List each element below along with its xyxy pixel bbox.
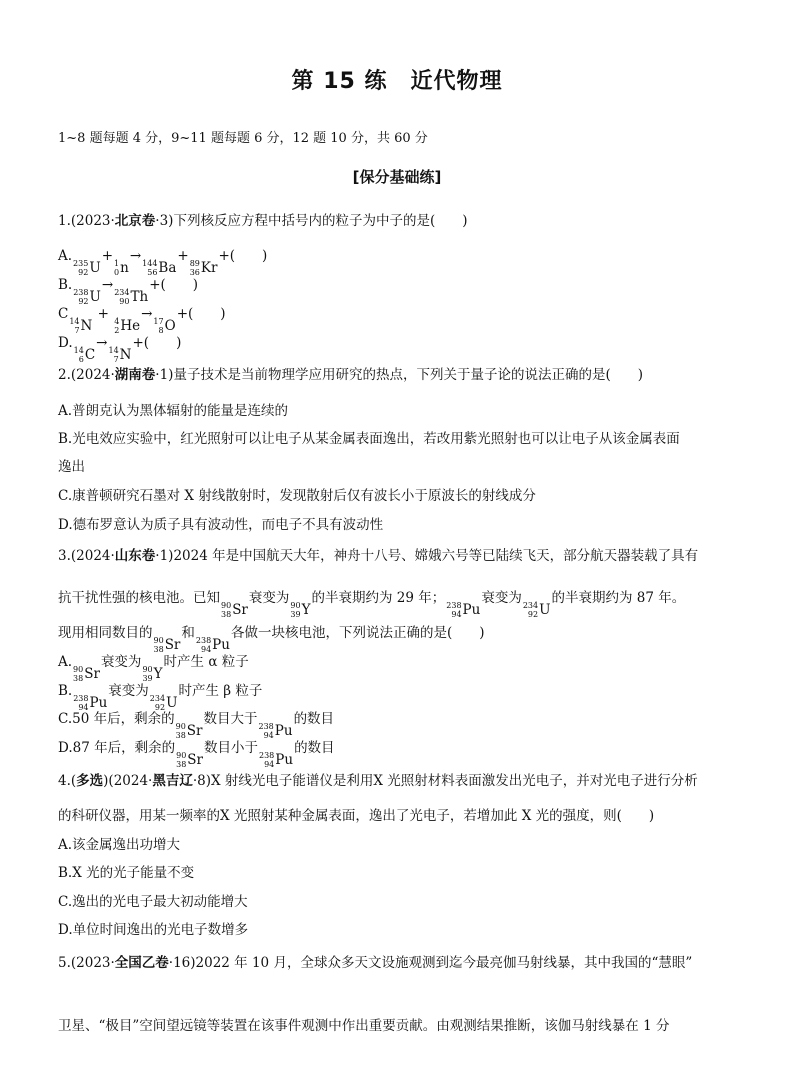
q3-stem-line3: 现用相同数目的 90 38 Sr 和 238 94 Pu 各做一块核电池，下列说法正确的是( ) xyxy=(58,625,485,654)
q4-source: 黑吉辽 xyxy=(152,773,193,789)
q4-tag: 多选 xyxy=(76,773,104,789)
q2-option-c: C.康普顿研究石墨对 X 射线散射时，发现散射后仅有波长小于原波长的射线成分 xyxy=(58,488,536,504)
scoring-note: 1~8 题每题 4 分，9~11 题每题 6 分，12 题 10 分，共 60 分 xyxy=(58,131,428,146)
q5-source: 全国乙卷 xyxy=(114,955,169,971)
q3-option-d: D.87 年后，剩余的 90 38 Sr 数目小于 238 94 Pu 的数目 xyxy=(58,740,335,769)
q4-stem-line2: 的科研仪器，用某一频率的X 光照射某种金属表面，逸出了光电子，若增加此 X 光的强度，则( ) xyxy=(58,808,655,824)
q2-source: 湖南卷 xyxy=(114,367,156,383)
q4-option-d: D.单位时间逸出的光电子数增多 xyxy=(58,922,249,938)
section-heading: [保分基础练] xyxy=(352,168,442,186)
q3-option-b: B. 238 94 Pu 衰变为 234 92 U 时产生 β 粒子 xyxy=(58,683,263,712)
q3-stem: 3.(2024·山东卷·1)2024 年是中国航天大年，神舟十八号、嫦娥六号等已陆续飞天，部分航天器装载了具有 xyxy=(58,548,699,564)
nuclide-neutron: 1 0 n xyxy=(114,259,129,277)
nuclide-th234: 234 90 Th xyxy=(114,288,149,306)
q1-option-c: C 14 7 N + 4 2 He → 17 8 O +( ) xyxy=(58,306,226,335)
q2-option-b: B.光电效应实验中，红光照射可以让电子从某金属表面逸出，若改用紫光照射也可以让电子从该金属表面 xyxy=(58,431,680,447)
nuclide-ba144: 144 56 Ba xyxy=(142,259,177,277)
q1-option-a: A. 235 92 U + 1 0 n → 144 56 Ba + 89 36 Kr +( ) xyxy=(58,248,268,277)
q2-option-d: D.德布罗意认为质子具有波动性，而电子不具有波动性 xyxy=(58,517,384,533)
nuclide-u238: 238 92 U xyxy=(73,288,101,306)
q2-option-b-cont: 逸出 xyxy=(58,459,85,475)
q1-option-b: B. 238 92 U → 234 90 Th +( ) xyxy=(58,277,199,306)
q4-option-a: A.该金属逸出功增大 xyxy=(58,837,181,853)
q4-option-b: B.X 光的光子能量不变 xyxy=(58,865,195,881)
q1-option-d: D. 14 6 C → 14 7 N +( ) xyxy=(58,335,182,364)
q4-stem: 4.(多选)(2024·黑吉辽·8)X 射线光电子能谱仪是利用X 光照射材料表面激发出光电子，并对光电子进行分析 xyxy=(58,773,698,789)
nuclide-c14: 14 6 C xyxy=(73,346,96,364)
q1-source: 北京卷 xyxy=(114,213,156,229)
q5-stem: 5.(2023·全国乙卷·16)2022 年 10 月，全球众多天文设施观测到迄今最亮伽马射线暴，其中我国的“慧眼” xyxy=(58,955,693,971)
nuclide-n14: 14 7 N xyxy=(69,317,93,335)
q3-option-c: C.50 年后，剩余的 90 38 Sr 数目大于 238 94 Pu 的数目 xyxy=(58,711,335,740)
q1-stem: 1.(2023·北京卷·3)下列核反应方程中括号内的粒子为中子的是( ) xyxy=(58,213,468,229)
nuclide-kr89: 89 36 Kr xyxy=(189,259,218,277)
q3-stem-line2: 抗干扰性强的核电池。已知 90 38 Sr 衰变为 90 39 Y 的半衰期约为 29 年； 238 94 Pu 衰变为 234 92 U 的半衰期约为 87 年。 xyxy=(58,590,686,619)
q4-option-c: C.逸出的光电子最大初动能增大 xyxy=(58,894,248,910)
nuclide-u235: 235 92 U xyxy=(73,259,101,277)
q2-option-a: A.普朗克认为黑体辐射的能量是连续的 xyxy=(58,403,289,419)
nuclide-o17: 17 8 O xyxy=(153,317,176,335)
nuclide-he4: 4 2 He xyxy=(114,317,141,335)
page-title: 第 15 练 近代物理 xyxy=(291,69,503,94)
q3-source: 山东卷 xyxy=(114,548,156,564)
q2-stem: 2.(2024·湖南卷·1)量子技术是当前物理学应用研究的热点，下列关于量子论的说法正确的是( ) xyxy=(58,367,643,383)
q5-stem-line2: 卫星、“极目”空间望远镜等装置在该事件观测中作出重要贡献。由观测结果推断，该伽马射线暴在 1 分 xyxy=(58,1018,670,1034)
nuclide-n14b: 14 7 N xyxy=(108,346,132,364)
q3-option-a: A. 90 38 Sr 衰变为 90 39 Y 时产生 α 粒子 xyxy=(58,654,249,683)
